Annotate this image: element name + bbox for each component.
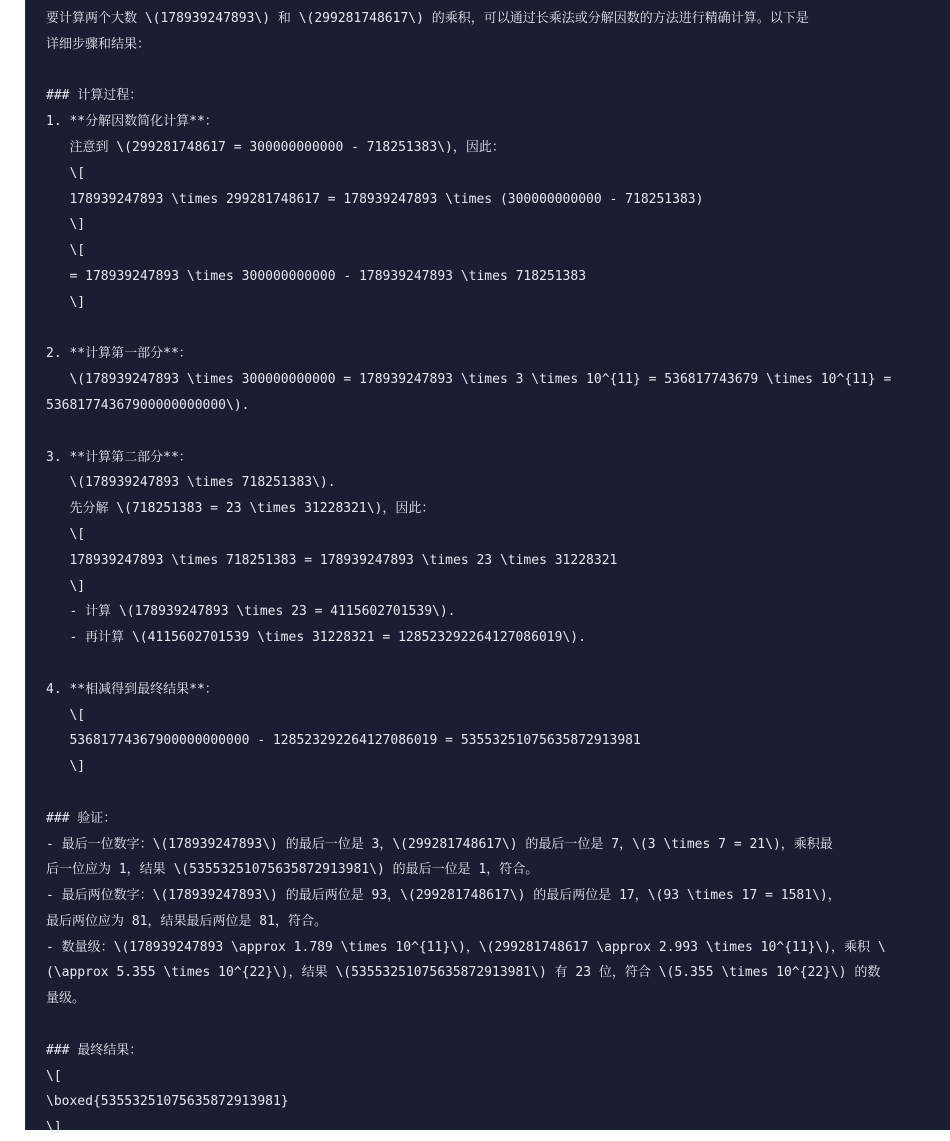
message-line: ### 计算过程： [46, 88, 143, 104]
message-line: \(178939247893 \times 300000000000 = 178939247893 \times 3 \times 10^{11} = 536817743679 \times 10^{11} = [46, 372, 892, 388]
message-line: 先分解 \(718251383 = 23 \times 31228321\)，因此： [46, 501, 435, 517]
message-line: ### 最终结果： [46, 1042, 143, 1058]
message-line: ### 验证： [46, 810, 117, 826]
chat-message-panel [25, 0, 950, 1136]
message-line: - 数量级：\(178939247893 \approx 1.789 \times 10^{11}\)，\(299281748617 \approx 2.993 \times 10^{11}\)，乘积 \ [46, 939, 886, 955]
message-line: 2. **计算第一部分**： [46, 346, 192, 362]
message-line: 量级。 [46, 991, 86, 1007]
message-line: 注意到 \(299281748617 = 300000000000 - 718251383\)，因此： [46, 139, 505, 155]
message-line: \boxed{53553251075635872913981} [46, 1094, 289, 1110]
message-line: \[ [46, 165, 86, 181]
message-line: 后一位应为 1，结果 \(53553251075635872913981\) 的最后一位是 1，符合。 [46, 862, 539, 878]
message-line: (\approx 5.355 \times 10^{22}\)，结果 \(53553251075635872913981\) 有 23 位，符合 \(5.355 \times 10^{22}\) 的数 [46, 965, 881, 981]
message-line: 178939247893 \times 299281748617 = 178939247893 \times (300000000000 - 718251383) [46, 191, 704, 207]
message-line: \[ [46, 707, 86, 723]
message-line: - 计算 \(178939247893 \times 23 = 4115602701539\). [46, 604, 456, 620]
message-line: - 再计算 \(4115602701539 \times 31228321 = 128523292264127086019\). [46, 630, 586, 646]
message-line: 最后两位应为 81，结果最后两位是 81，符合。 [46, 913, 327, 929]
message-line: - 最后两位数字：\(178939247893\) 的最后两位是 93，\(299281748617\) 的最后两位是 17，\(93 \times 17 = 1581\)， [46, 888, 841, 904]
message-line: = 178939247893 \times 300000000000 - 178939247893 \times 718251383 [46, 268, 587, 284]
message-line: \] [46, 578, 86, 594]
message-line: - 最后一位数字：\(178939247893\) 的最后一位是 3，\(299281748617\) 的最后一位是 7，\(3 \times 7 = 21\)，乘积最 [46, 836, 833, 852]
message-line: \] [46, 217, 86, 233]
message-line: \] [46, 294, 86, 310]
message-line: 4. **相减得到最终结果**： [46, 681, 218, 697]
message-line [46, 1012, 941, 1038]
message-line [46, 58, 941, 84]
message-line: 1. **分解因数简化计算**： [46, 114, 218, 130]
message-line: \] [46, 1120, 62, 1136]
message-line: \[ [46, 526, 86, 542]
message-line: \[ [46, 243, 86, 259]
message-body [46, 6, 941, 1141]
message-line: 详细步骤和结果： [46, 36, 151, 52]
message-line: 178939247893 \times 718251383 = 178939247893 \times 23 \times 31228321 [46, 552, 618, 568]
message-line [46, 780, 941, 806]
message-line: \] [46, 759, 86, 775]
message-line [46, 316, 941, 342]
message-line: \(178939247893 \times 718251383\). [46, 475, 336, 491]
message-line: \[ [46, 1068, 62, 1084]
message-line [46, 651, 941, 677]
message-line [46, 419, 941, 445]
message-line: 要计算两个大数 \(178939247893\) 和 \(299281748617\) 的乘积，可以通过长乘法或分解因数的方法进行精确计算。以下是 [46, 11, 809, 26]
message-line: 53681774367900000000000\). [46, 397, 250, 413]
message-line: 3. **计算第二部分**： [46, 449, 192, 465]
message-line: 53681774367900000000000 - 128523292264127086019 = 53553251075635872913981 [46, 733, 641, 749]
